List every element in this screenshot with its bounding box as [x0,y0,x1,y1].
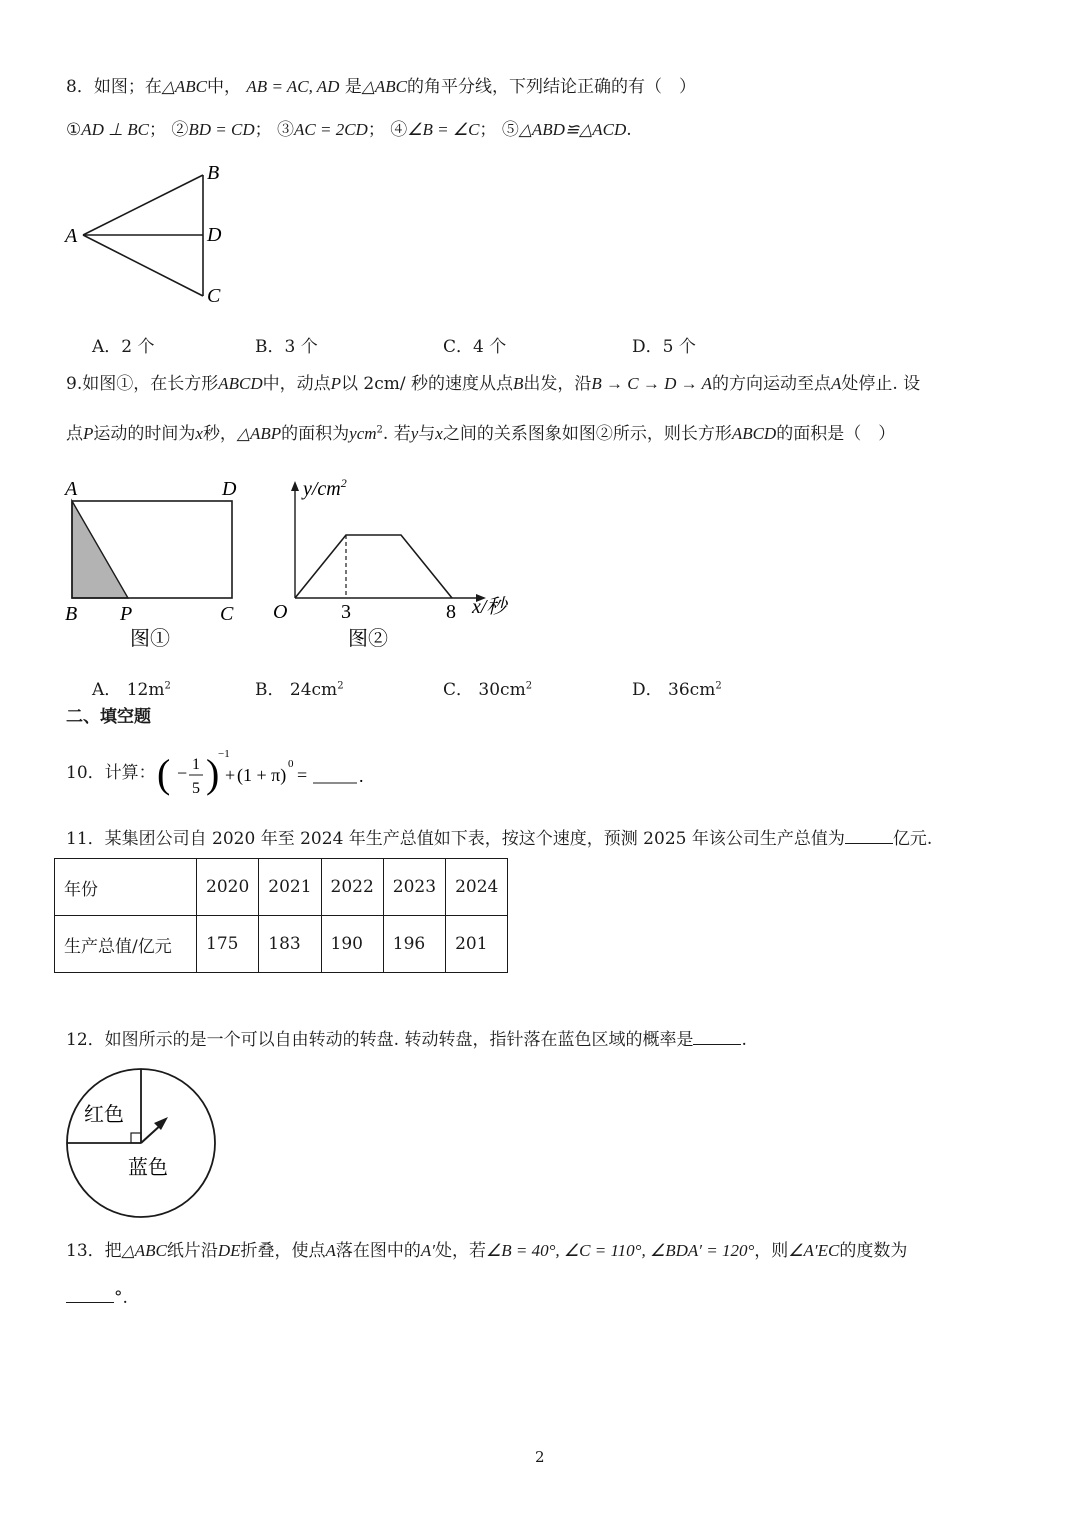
q13-answer-line: °. [66,1288,128,1307]
q11-answer-blank[interactable] [845,829,893,844]
q9-option-a[interactable]: A． $12m^2$ [92,680,171,700]
blue-region-label: 蓝色 [128,1157,168,1179]
q8-option-d[interactable]: D．5 个 [632,337,696,357]
svg-text:.: . [359,766,364,786]
x-axis-label: x/秒 [472,596,507,618]
origin-label: O [273,601,288,623]
q11-table [54,858,508,973]
svg-text:5: 5 [192,780,200,797]
svg-text:B: B [65,603,78,625]
svg-text:0: 0 [288,758,294,770]
q9-option-b[interactable]: B． $24cm^2$ [255,680,344,700]
label-a: A [65,225,78,247]
q9-option-d[interactable]: D． $36cm^2$ [632,680,722,700]
statement-1: ①AD ⊥ BC； [66,120,166,140]
right-angle-mark [131,1133,141,1143]
q9-figure-2 [268,475,528,655]
q8-option-a[interactable]: A．2 个 [92,337,155,357]
svg-text:A: A [65,478,78,500]
caption-fig1: 图① [130,628,170,650]
svg-text:(1 + π): (1 + π) [237,765,287,785]
y-axis-label: $y/cm^2$ [303,476,347,500]
table-row: 生产总值/亿元 175 183 190 196 201 [55,916,508,973]
q12-spinner [60,1066,225,1226]
svg-text:P: P [120,603,133,625]
q13-stem: 13．把△ABC纸片沿DE折叠，使点A落在图中的A′处，若∠B = 40°, ∠C = 110°, ∠BDA′ = 120°，则∠A′EC的度数为 [66,1241,908,1261]
svg-text:C: C [220,603,234,625]
caption-fig2: 图② [348,628,388,650]
svg-text:=: = [297,765,308,785]
segment-ac [83,235,203,296]
q10-label: 10．计算： [66,763,156,783]
q8-triangle-figure [60,160,240,310]
tick-3: 3 [341,601,351,623]
q9-stem-line1: 9.如图①，在长方形ABCD中，动点P以 2cm/ 秒的速度从点B出发，沿B → C → D → A的方向运动至点A处停止. 设 [66,374,921,394]
shaded-triangle-abp [72,501,128,598]
q8-option-c[interactable]: C．4 个 [443,337,507,357]
statement-2: ②BD = CD； [171,120,272,140]
statement-4: ④∠B = ∠C； [390,120,497,140]
label-b: B [207,162,220,184]
q13-answer-blank[interactable] [66,1288,114,1303]
label-d: D [207,224,222,246]
q8-statements [66,121,632,139]
tick-8: 8 [446,601,456,623]
label-c: C [207,285,221,307]
q12-answer-blank[interactable] [693,1030,741,1045]
svg-text:(: ( [157,751,171,796]
q9-stem-line2: 点P运动的时间为x秒，△ABP的面积为ycm$^2$. 若y与x之间的关系图象如图②所示，则长方形ABCD的面积是（ ） [66,424,896,444]
section-title: 二、填空题 [66,707,151,727]
q12-stem: 12．如图所示的是一个可以自由转动的转盘. 转动转盘，指针落在蓝色区域的概率是 . [66,1030,747,1050]
page-number: 2 [535,1448,545,1466]
svg-text:−1: −1 [218,748,230,760]
q10-expression [155,745,385,805]
q8-option-b[interactable]: B．3 个 [255,337,318,357]
q11-stem: 11．某集团公司自 2020 年至 2024 年生产总值如下表，按这个速度，预测 2025 年该公司生产总值为 亿元. [66,829,933,849]
svg-text:D: D [222,478,237,500]
svg-text:): ) [206,751,220,796]
segment-ab [83,175,203,235]
statement-3: ③AC = 2CD； [277,120,385,140]
y-axis-arrow [291,481,299,491]
svg-text:−: − [177,763,188,783]
table-row: 年份 2020 2021 2022 2023 2024 [55,859,508,916]
svg-text:1: 1 [192,756,200,773]
q9-option-c[interactable]: C． $30cm^2$ [443,680,533,700]
graph-line [295,535,452,598]
q8-stem: 8．如图；在△ABC中， AB = AC, AD 是△ABC的角平分线，下列结论正确的有（ ） [66,77,697,97]
q9-figure-1 [60,475,260,655]
svg-text:+: + [225,765,236,785]
statement-5: ⑤△ABD≌△ACD. [501,120,632,140]
red-region-label: 红色 [84,1104,124,1126]
